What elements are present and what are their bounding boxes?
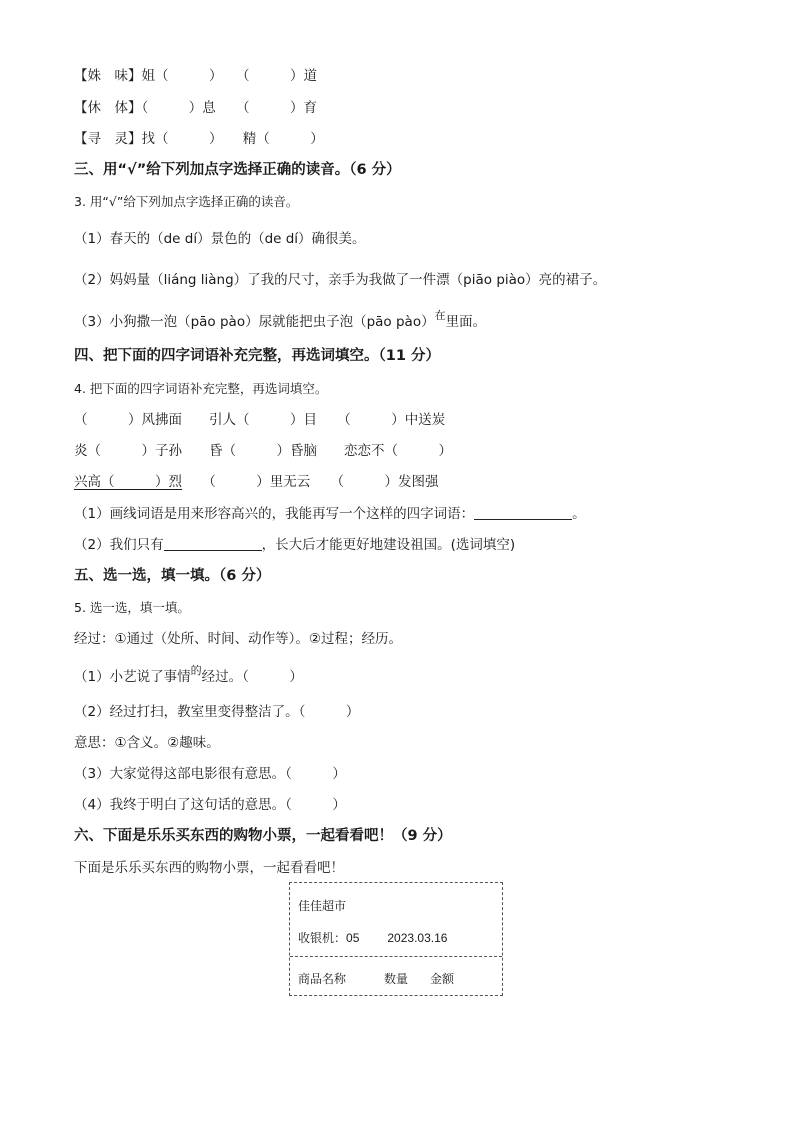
item-3-text-after: 里面。	[445, 314, 487, 330]
idiom-row-3-rest: （ ）里无云 （ ）发图强	[182, 474, 439, 490]
word-row-1: 【姝 味】姐（ ） （ ）道	[74, 68, 317, 84]
receipt-cashier-row	[298, 929, 447, 946]
question-3-item-2: （2）妈妈量（liáng liàng）了我的尺寸，亲手为我做了一件漂（piāo piào）亮的裙子。	[74, 272, 607, 288]
receipt-store-name: 佳佳超市	[298, 899, 347, 913]
receipt-cashier-number: 05	[346, 931, 360, 945]
section-6-heading: 六、下面是乐乐买东西的购物小票，一起看看吧！（9 分）	[74, 828, 452, 844]
question-5-item-3: （3）大家觉得这部电影很有意思。（ ）	[74, 766, 346, 782]
word-row-3: 【寻 灵】找（ ） 精（ ）	[74, 131, 324, 147]
item-1-text-after: 经过。（ ）	[201, 669, 303, 685]
definition-yisi: 意思：①含义。②趣味。	[74, 735, 220, 751]
col-quantity: 数量	[384, 972, 409, 986]
section-3-heading: 三、用“√”给下列加点字选择正确的读音。（6 分）	[74, 162, 401, 178]
item-1-raised-char: 的	[190, 664, 202, 677]
word-row-2: 【休 体】（ ）息 （ ）育	[74, 100, 317, 116]
receipt-column-headers	[298, 970, 454, 987]
sub-1-end: 。	[572, 506, 586, 522]
definition-jingguo: 经过：①通过（处所、时间、动作等）。②过程；经历。	[74, 631, 402, 647]
question-3: 3. 用“√”给下列加点字选择正确的读音。	[74, 194, 299, 209]
col-amount: 金额	[430, 972, 455, 986]
question-5-item-4: （4）我终于明白了这句话的意思。（ ）	[74, 797, 346, 813]
question-5-item-2: （2）经过打扫，教室里变得整洁了。（ ）	[74, 704, 360, 720]
col-item-name: 商品名称	[298, 972, 347, 986]
receipt-date: 2023.03.16	[387, 931, 448, 945]
item-3-raised-char: 在	[434, 309, 446, 322]
sub-1-text: （1）画线词语是用来形容高兴的，我能再写一个这样的四字词语：	[74, 506, 475, 522]
answer-blank-1[interactable]	[474, 505, 572, 520]
receipt-cashier-label: 收银机：	[298, 931, 347, 945]
item-1-text-before: （1）小艺说了事情	[74, 669, 191, 685]
idiom-row-1: （ ）风拂面 引人（ ）目 （ ）中送炭	[74, 412, 446, 428]
idiom-row-2: 炎（ ）子孙 昏（ ）昏脑 恋恋不（ ）	[74, 443, 452, 459]
question-5: 5. 选一选，填一填。	[74, 600, 190, 615]
shopping-receipt	[289, 882, 503, 996]
receipt-separator	[290, 956, 502, 957]
question-3-item-3	[74, 309, 487, 332]
question-3-item-1: （1）春天的（de dí）景色的（de dí）确很美。	[74, 231, 366, 247]
question-4: 4. 把下面的四字词语补充完整，再选词填空。	[74, 381, 328, 396]
section-6-intro: 下面是乐乐买东西的购物小票，一起看看吧！	[74, 860, 344, 876]
sub-2-text: （2）我们只有	[74, 537, 164, 553]
question-5-item-1	[74, 664, 303, 687]
section-5-heading: 五、选一选，填一填。（6 分）	[74, 568, 271, 584]
sub-2-end: ，长大后才能更好地建设祖国。(选词填空)	[261, 537, 516, 553]
underlined-idiom: 兴高（ ）烈	[74, 474, 182, 490]
answer-blank-2[interactable]	[164, 536, 262, 551]
item-3-text-before: （3）小狗撒一泡（pāo pào）尿就能把虫子泡（pāo pào）	[74, 314, 435, 330]
section-4-heading: 四、把下面的四字词语补充完整，再选词填空。（11 分）	[74, 348, 440, 364]
question-4-sub-1	[74, 505, 586, 523]
idiom-row-3	[74, 473, 439, 491]
question-4-sub-2	[74, 536, 515, 554]
